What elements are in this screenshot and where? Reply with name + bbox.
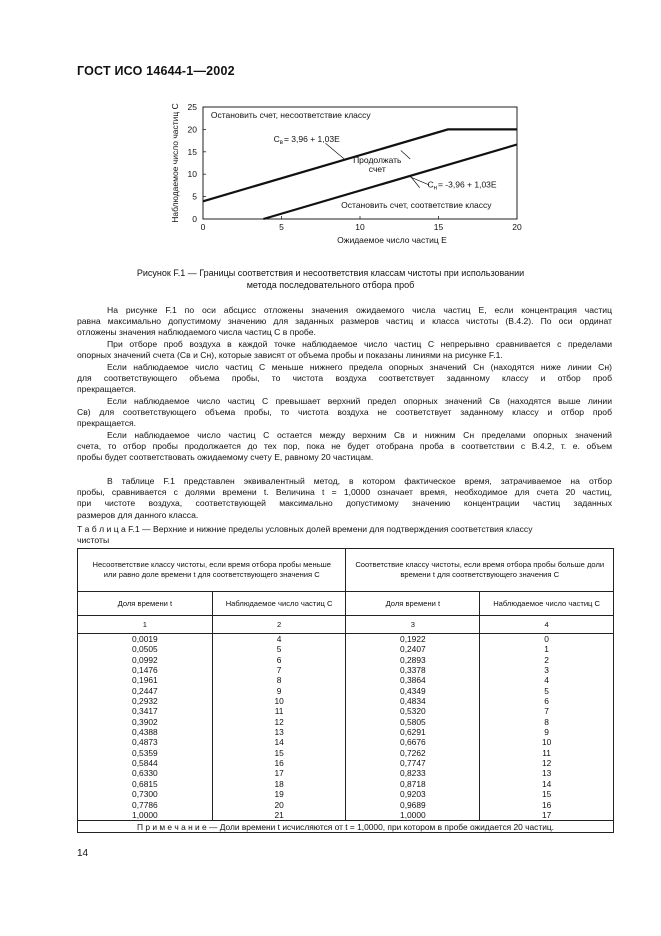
col-header: Доля времени t: [346, 592, 480, 616]
table-cell: 0,7786: [132, 799, 158, 810]
column-time-nonconform: [78, 634, 213, 821]
table-cell: 0,0992: [132, 654, 158, 665]
table-note: П р и м е ч а н и е — Доли времени t исчисляются от t = 1,0000, при котором в пробе ожидается 20 частиц.: [78, 821, 614, 833]
paragraph-line: Если наблюдаемое число частиц С меньше нижнего предела опорных значений Сн (находятся ниже линии Сн): [107, 362, 612, 372]
table-cell: 0,2407: [400, 644, 426, 655]
paragraph-line: пробы будет соответствовать ожидаемому счету Е, равному 20 частицам.: [77, 452, 374, 463]
table-cell: 17: [541, 809, 552, 820]
table-cell: 1: [544, 644, 549, 655]
column-count-nonconform: [212, 634, 346, 821]
table-cell: 0: [544, 634, 549, 644]
table-cell: 16: [541, 799, 552, 810]
table-cell: 12: [541, 758, 552, 769]
paragraph-line: прекращается.: [77, 418, 137, 429]
table-cell: 0,2893: [400, 654, 426, 665]
table-cell: 0,4873: [132, 737, 158, 748]
table-f1: [77, 548, 614, 833]
table-cell: 11: [542, 747, 551, 758]
group-header-nonconform: Несоответствие классу чистоты, если время отбора пробы меньше или равно доле времени t для соответствующего значения С: [78, 549, 346, 592]
paragraph-line: При отборе проб воздуха в каждой точке наблюдаемое число частиц С непрерывно сравнивается с пределами: [107, 339, 612, 349]
x-axis-label: Ожидаемое число частиц Е: [337, 235, 447, 245]
leader-continue-upper: [401, 150, 410, 159]
col-header: Наблюдаемое число частиц С: [480, 592, 614, 616]
table-cell: 5: [276, 644, 282, 655]
table-cell: 19: [274, 789, 284, 800]
table-cell: 0,4388: [132, 727, 158, 738]
label-continue: Продолжать: [353, 155, 402, 165]
y-tick-label: 20: [187, 124, 197, 135]
table-cell: 9: [544, 727, 549, 738]
table-cell: 2: [544, 654, 549, 665]
table-cell: 7: [276, 665, 282, 676]
label-stop-nonconform: Остановить счет, несоответствие классу: [210, 109, 371, 120]
table-cell: 18: [274, 778, 284, 789]
table-cell: 0,6330: [132, 768, 158, 779]
table-cell: 0,2447: [132, 685, 158, 696]
table-cell: 0,5359: [132, 747, 158, 758]
x-tick-label: 0: [200, 222, 206, 232]
leader-lower-eq: [410, 177, 429, 185]
table-cell: 4: [276, 634, 282, 644]
y-tick-label: 5: [192, 191, 197, 202]
caption-line: метода последовательного отбора проб: [246, 280, 415, 290]
label-lower-eq: $С_н= -3,96 + 1,03Е$: [427, 179, 497, 192]
table-cell: 9: [276, 685, 282, 696]
table-cell: 0,8718: [400, 778, 426, 789]
table-cell: 0,2932: [132, 696, 158, 707]
figure-caption: [60, 267, 601, 291]
table-cell: 0,0505: [132, 644, 158, 655]
table-cell: 14: [541, 778, 552, 789]
table-cell: 15: [541, 789, 552, 800]
paragraph: [77, 305, 612, 339]
paragraph-line: На рисунке F.1 по оси абсцисс отложены значения ожидаемого числа частиц Е, если концентрация частиц: [107, 305, 612, 315]
table-cell: 0,5844: [132, 758, 158, 769]
paragraph-line: при чистоте воздуха, соответствующей максимально допустимому значению концентрации частиц заданных: [77, 498, 612, 509]
table-caption-line: чистоты: [77, 535, 110, 545]
paragraph: [77, 430, 612, 464]
table-cell: 15: [274, 747, 284, 758]
col-number: 3: [346, 616, 480, 634]
table-cell: 0,3417: [132, 706, 158, 717]
table-cell: 13: [541, 768, 552, 779]
table-cell: 14: [274, 737, 284, 748]
table-cell: 6: [276, 654, 282, 665]
table-cell: 8: [276, 675, 282, 686]
table-cell: 0,7262: [400, 747, 426, 758]
label-continue: счет: [368, 163, 386, 174]
table-cell: 0,7300: [132, 789, 158, 800]
document-header: ГОСТ ИСО 14644-1—2002: [77, 64, 235, 78]
table-cell: 17: [274, 768, 284, 779]
table-cell: 3: [544, 665, 549, 676]
table-cell: 5: [544, 685, 549, 696]
column-count-conform: [480, 634, 614, 821]
y-axis-label: Наблюдаемое число частиц С: [170, 103, 180, 223]
table-cell: 0,6291: [400, 727, 426, 738]
table-cell: 0,1961: [132, 675, 158, 686]
table-cell: 0,7747: [400, 758, 426, 769]
paragraph-line: размеров для данного класса.: [77, 509, 199, 520]
table-cell: 4: [544, 675, 549, 686]
table-cell: 20: [274, 799, 284, 810]
col-number: 2: [212, 616, 346, 634]
x-tick-label: 20: [512, 222, 522, 232]
table-cell: 0,6676: [400, 737, 426, 748]
table-cell: 0,1922: [400, 634, 426, 644]
table-cell: 0,1476: [132, 665, 158, 676]
table-cell: 13: [274, 727, 284, 738]
paragraph: [77, 339, 612, 361]
y-tick-label: 15: [187, 146, 197, 157]
paragraph-line: счета, то отбор пробы продолжается до тех пор, пока не будет отобрана проба в соответствии с B.4.2, т. е. объем: [77, 441, 612, 452]
figure-chart: [165, 90, 535, 255]
y-tick-label: 0: [192, 214, 197, 224]
caption-line: Рисунок F.1 — Границы соответствия и несоответствия классам чистоты при использовании: [136, 268, 525, 278]
table-cell: 0,8233: [400, 768, 426, 779]
y-tick-label: 25: [187, 102, 197, 112]
x-tick-label: 10: [355, 222, 365, 232]
col-header: Наблюдаемое число частиц С: [212, 592, 346, 616]
table-cell: 12: [274, 716, 284, 727]
table-cell: 10: [541, 737, 552, 748]
paragraph-line: отложены значения наблюдаемого числа частиц С в пробе.: [77, 327, 316, 338]
col-number: 4: [480, 616, 614, 634]
table-cell: 0,6815: [132, 778, 158, 789]
paragraph-line: пробы, сравнивается с долями времени t. Величина t = 1,0000 означает время, необходимое для счета 20 частиц,: [77, 487, 612, 498]
paragraph-line: равна максимально допустимому значению для заданных размеров частиц и класса чистоты (B.4.2). По оси ординат: [77, 316, 612, 327]
table-cell: 16: [274, 758, 284, 769]
paragraph-line: Если наблюдаемое число частиц С остается между верхним Св и нижним Сн пределами опорных значений: [107, 430, 612, 440]
paragraph-line: Если наблюдаемое число частиц С превышает верхний предел опорных значений Св (находятся выше линии: [107, 396, 612, 406]
x-tick-label: 15: [433, 222, 444, 232]
column-time-conform: [346, 634, 480, 821]
table-cell: 10: [274, 696, 284, 707]
paragraph: [77, 396, 612, 430]
group-header-conform: Соответствие классу чистоты, если время отбора пробы больше доли времени t для соответствующего значения С: [346, 549, 614, 592]
chart-svg: [165, 90, 535, 255]
table-caption: [77, 524, 615, 546]
col-header: Доля времени t: [78, 592, 213, 616]
label-upper-eq: $С_в= 3,96 + 1,03Е$: [273, 133, 340, 146]
table-cell: 11: [274, 706, 284, 717]
page-number: 14: [77, 848, 89, 859]
table-cell: 0,0019: [132, 634, 158, 644]
table-cell: 0,5320: [400, 706, 426, 717]
table-cell: 0,3902: [132, 716, 158, 727]
paragraph-line: прекращается.: [77, 384, 137, 395]
leader-upper-eq: [325, 143, 344, 159]
table-cell: 1,0000: [132, 809, 158, 820]
table-cell: 0,4349: [400, 685, 426, 696]
table-cell: 0,4834: [400, 696, 426, 707]
table-cell: 6: [544, 696, 549, 707]
table-cell: 7: [544, 706, 549, 717]
paragraph: [77, 362, 612, 396]
table-cell: 1,0000: [400, 809, 426, 820]
table-cell: 0,9203: [400, 789, 426, 800]
table-cell: 21: [274, 809, 284, 820]
table-cell: 0,5805: [400, 716, 426, 727]
paragraph-line: В таблице F.1 представлен эквивалентный метод, в котором фактическое время, затрачиваемое на отбор: [107, 476, 612, 486]
table-cell: 0,3864: [400, 675, 426, 686]
paragraph-line: для соответствующего объема пробы, то чистота воздуха соответствует заданному классу и отбор проб: [77, 373, 612, 384]
table-cell: 0,9689: [400, 799, 426, 810]
paragraph-line: Св) для соответствующего объема пробы, то чистота воздуха не соответствует заданному классу и отбор проб: [77, 407, 612, 418]
y-tick-label: 10: [187, 169, 197, 180]
table-cell: 0,3378: [400, 665, 426, 676]
col-number: 1: [78, 616, 213, 634]
x-tick-label: 5: [279, 222, 284, 232]
table-caption-line: Т а б л и ц а F.1 — Верхние и нижние пределы условных долей времени для подтверждения соответствия классу: [77, 524, 533, 534]
paragraph-line: опорных значений счета (Св и Сн), которые зависят от объема пробы и показаны линиями на рисунке F.1.: [77, 350, 503, 361]
table-cell: 8: [544, 716, 549, 727]
paragraph: [77, 476, 612, 521]
label-stop-conform: Остановить счет, соответствие классу: [341, 200, 492, 211]
